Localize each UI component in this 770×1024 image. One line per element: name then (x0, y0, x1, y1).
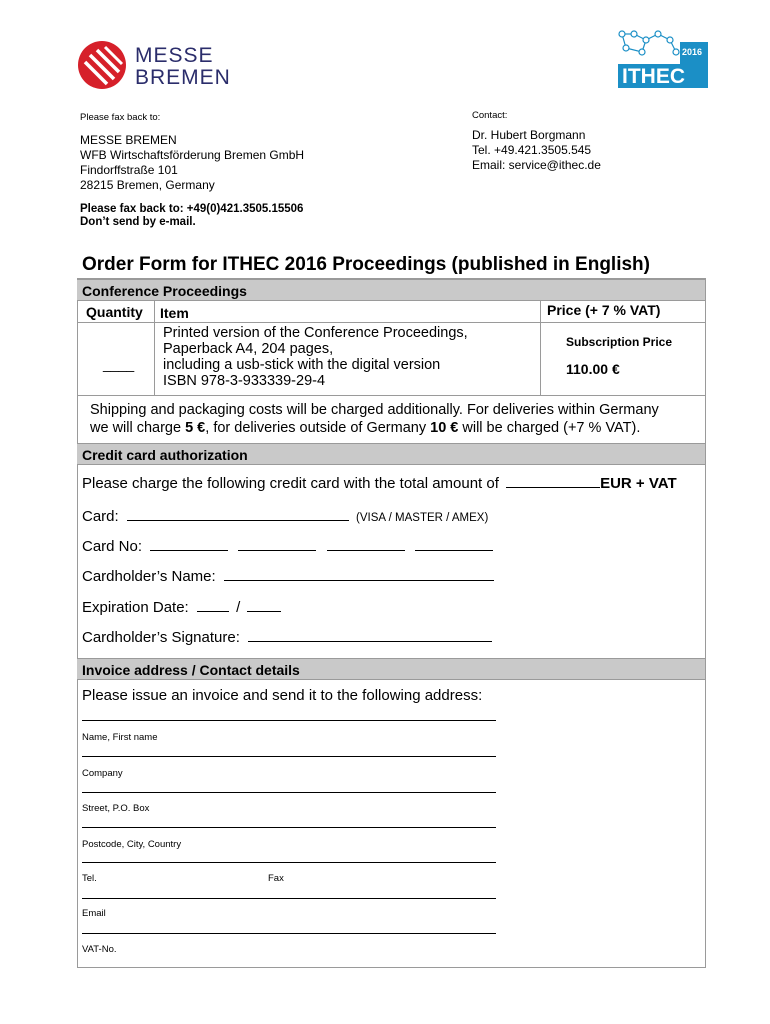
postcode-field[interactable] (82, 827, 496, 828)
contact-line: Tel. +49.421.3505.545 (472, 143, 592, 157)
section-proceedings-heading: Conference Proceedings (77, 279, 705, 301)
col-quantity-header: Quantity (86, 304, 143, 320)
tel-fax-field[interactable] (82, 862, 496, 863)
shipping-text: will be charged (+7 % VAT). (458, 420, 641, 436)
holder-name-field[interactable] (224, 566, 494, 581)
item-line: including a usb-stick with the digital version (163, 357, 441, 373)
logo-line1: MESSE (135, 44, 214, 67)
expiry-separator: / (236, 599, 241, 616)
expiry-label: Expiration Date: (82, 599, 189, 616)
contact-label: Contact: (472, 110, 508, 121)
card-number-field-2[interactable] (238, 536, 316, 551)
expiry-year-field[interactable] (247, 597, 281, 612)
company-field[interactable] (82, 756, 496, 757)
signature-row (82, 627, 492, 646)
page-title: Order Form for ITHEC 2016 Proceedings (published in English) (82, 254, 650, 275)
card-row (82, 506, 488, 525)
section-invoice-heading: Invoice address / Contact details (77, 658, 705, 680)
section-credit-heading: Credit card authorization (77, 443, 705, 465)
card-types: (VISA / MASTER / AMEX) (356, 512, 489, 524)
street-field[interactable] (82, 792, 496, 793)
street-label: Street, P.O. Box (82, 803, 150, 814)
shipping-note (90, 401, 659, 437)
ithec-logo (618, 28, 708, 88)
fax-address (80, 133, 304, 193)
tel-label: Tel. (82, 873, 97, 884)
name-field[interactable] (82, 720, 496, 721)
no-email-note: Don’t send by e-mail. (80, 216, 196, 228)
shipping-text: we will charge (90, 420, 186, 436)
vat-label: VAT-No. (82, 944, 117, 955)
logo-line2: BREMEN (135, 66, 231, 89)
card-number-field-1[interactable] (150, 536, 228, 551)
charge-suffix: EUR + VAT (600, 475, 677, 492)
holder-row (82, 566, 494, 585)
shipping-line: Shipping and packaging costs will be charged additionally. For deliveries within Germany (90, 402, 659, 418)
invoice-intro: Please issue an invoice and send it to the following address: (82, 687, 483, 704)
email-field[interactable] (82, 898, 496, 899)
germany-charge: 5 € (185, 420, 206, 436)
vat-field[interactable] (82, 933, 496, 934)
charge-text: Please charge the following credit card with the total amount of (82, 475, 499, 492)
ithec-year: 2016 (682, 47, 703, 57)
company-label: Company (82, 768, 123, 779)
fax-address-line: 28215 Bremen, Germany (80, 178, 215, 192)
name-label: Name, First name (82, 732, 158, 743)
card-number-field-3[interactable] (327, 536, 405, 551)
ithec-name: ITHEC (622, 65, 685, 88)
fax-number: Please fax back to: +49(0)421.3505.15506 (80, 203, 304, 215)
email-label: Email (82, 908, 106, 919)
item-line: Printed version of the Conference Proceedings, (163, 325, 468, 341)
fax-label: Please fax back to: (80, 112, 161, 123)
price-label: Subscription Price (566, 335, 673, 349)
contact-details (472, 128, 601, 173)
contact-line: Dr. Hubert Borgmann (472, 128, 586, 142)
fax-address-line: WFB Wirtschaftsförderung Bremen GmbH (80, 148, 305, 162)
postcode-label: Postcode, City, Country (82, 839, 182, 850)
expiry-row (82, 597, 281, 616)
card-number-field-4[interactable] (415, 536, 493, 551)
item-description (163, 325, 468, 389)
expiry-month-field[interactable] (197, 597, 229, 612)
quantity-field[interactable]: ____ (103, 356, 135, 372)
holder-label: Cardholder’s Name: (82, 568, 216, 585)
col-item-header: Item (160, 305, 189, 321)
messe-bremen-logo (77, 40, 237, 92)
price-value: 110.00 € (566, 361, 620, 377)
signature-label: Cardholder’s Signature: (82, 629, 240, 646)
fax-field-label: Fax (268, 873, 284, 884)
charge-row (82, 473, 677, 492)
fax-address-line: MESSE BREMEN (80, 133, 177, 147)
card-number-row (82, 536, 493, 555)
item-line: Paperback A4, 204 pages, (163, 341, 334, 357)
item-line: ISBN 978-3-933339-29-4 (163, 373, 326, 389)
amount-field[interactable] (506, 473, 600, 488)
messe-bremen-emblem-icon (77, 40, 127, 90)
molecule-icon (618, 28, 682, 58)
card-label: Card: (82, 508, 119, 525)
col-divider (154, 300, 155, 396)
fax-address-line: Findorffstraße 101 (80, 163, 178, 177)
signature-field[interactable] (248, 627, 492, 642)
col-price-header: Price (+ 7 % VAT) (547, 302, 661, 318)
card-no-label: Card No: (82, 538, 143, 555)
contact-line: Email: service@ithec.de (472, 158, 601, 172)
shipping-line-2 (90, 419, 659, 437)
header-row-line (77, 322, 705, 323)
col-divider (540, 300, 541, 396)
abroad-charge: 10 € (430, 420, 459, 436)
card-type-field[interactable] (127, 506, 349, 521)
shipping-text: , for deliveries outside of Germany (205, 420, 431, 436)
